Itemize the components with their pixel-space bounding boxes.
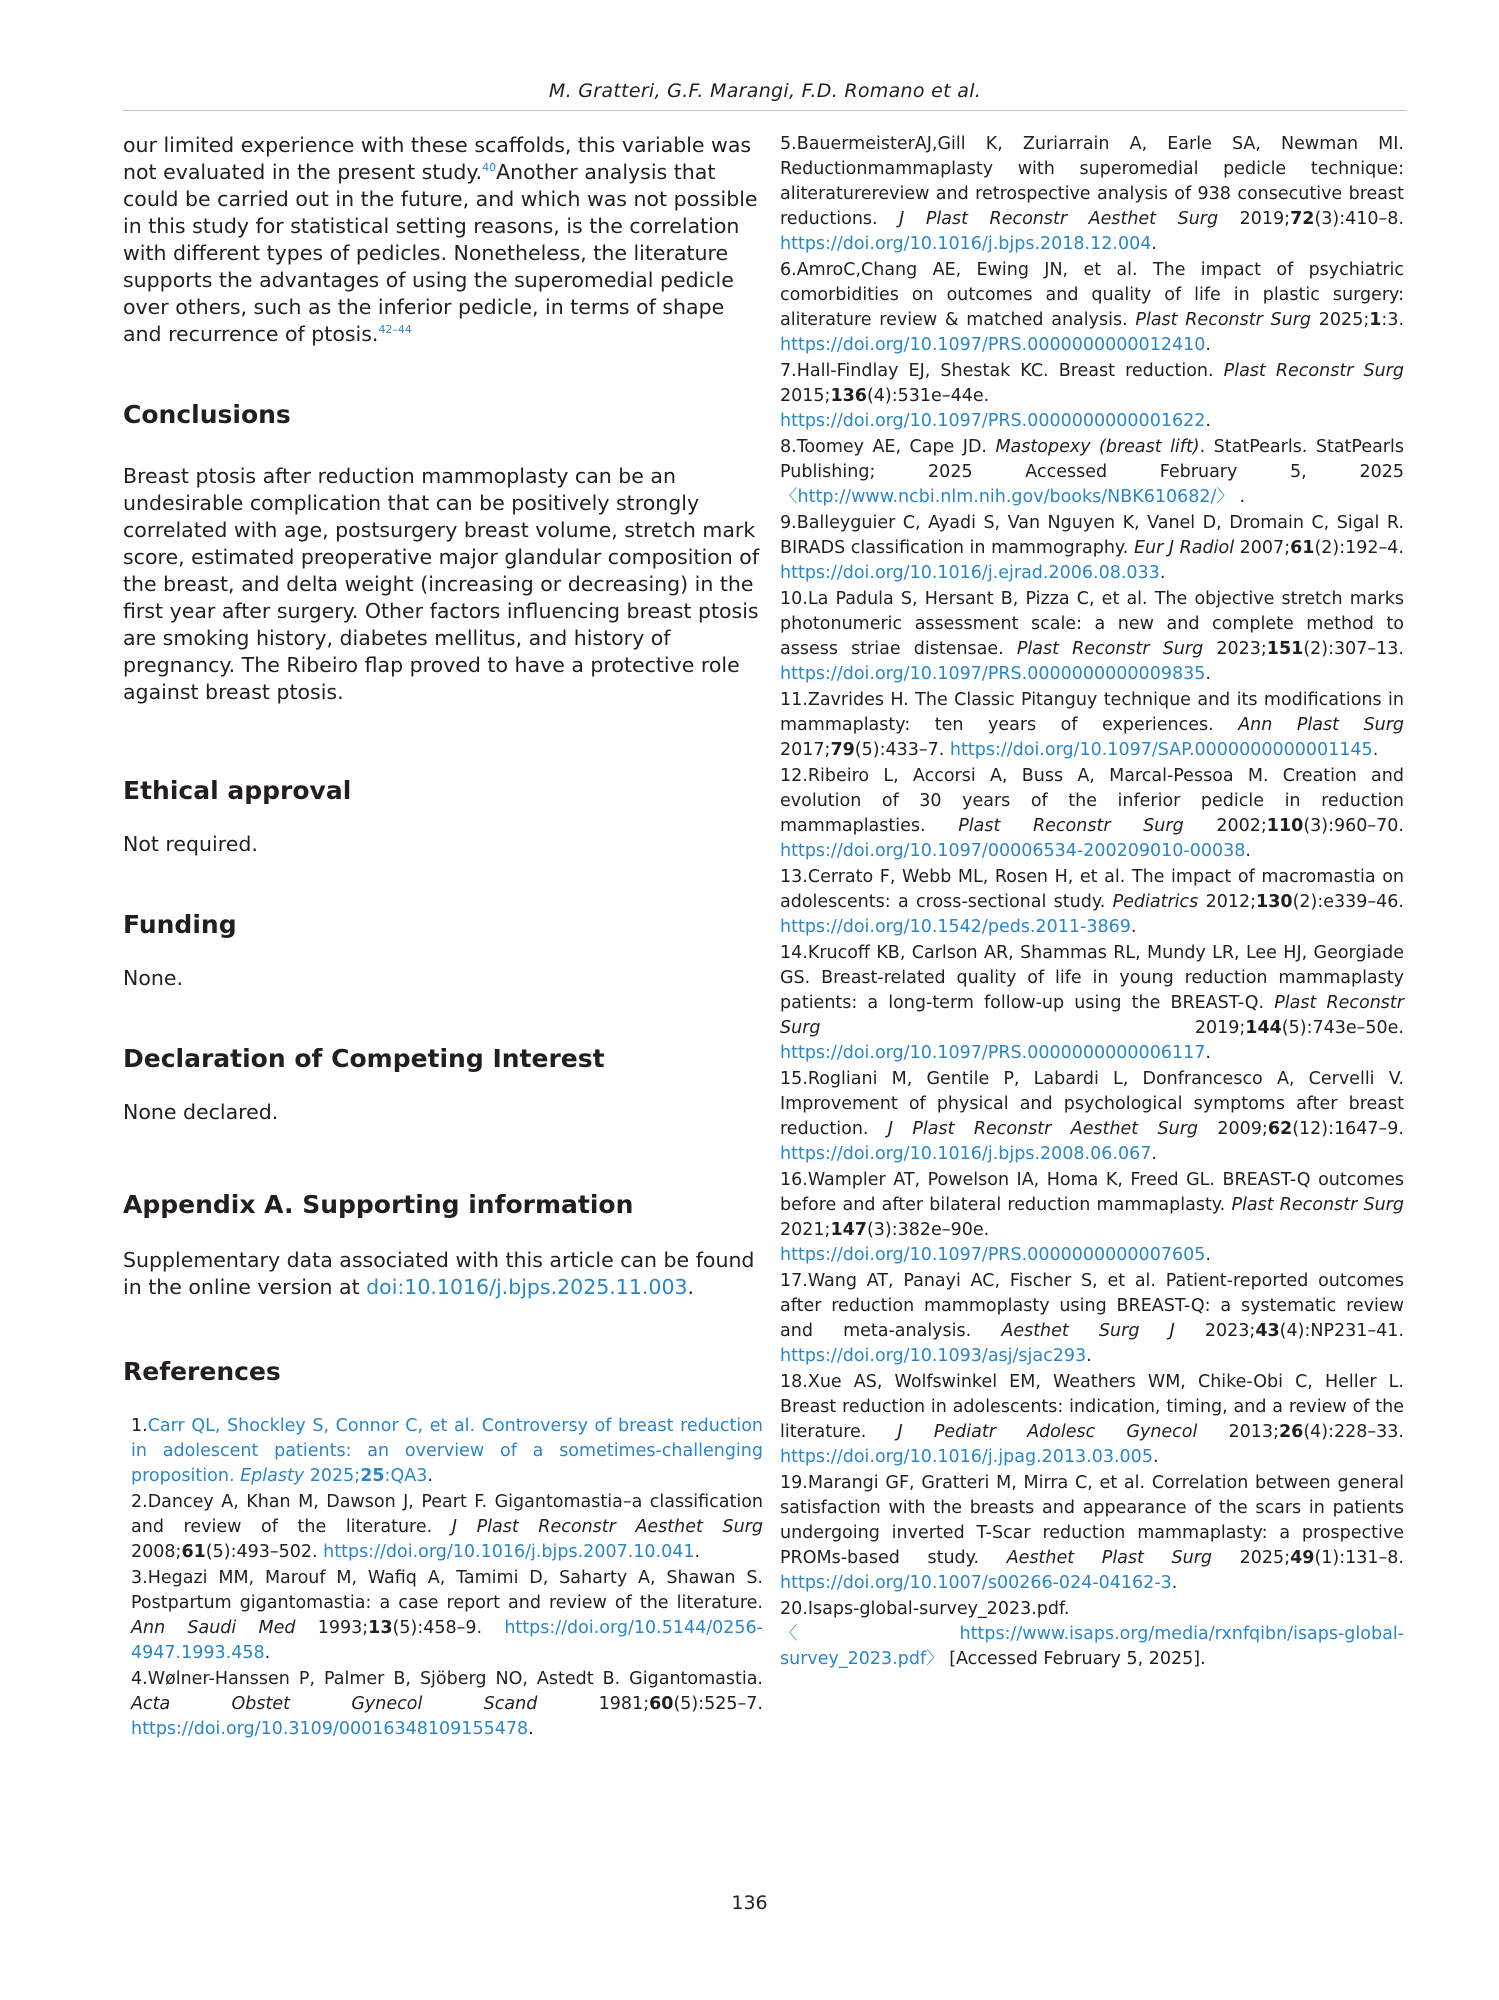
reference-text: Wang AT, Panayi AC, Fischer S, et al. Patient-reported outcomes after reduction mammoplasty using BREAST-Q: a systematic review and meta-analysis. [780,1271,1404,1341]
reference-doi-link[interactable]: https://doi.org/10.1016/j.jpag.2013.03.005 [780,1447,1153,1467]
reference-journal: Eur J Radiol [1133,538,1235,558]
reference-year: . StatPearls. StatPearls Publishing; 2025 Accessed February 5, 2025 [780,437,1404,482]
reference-item [780,941,1404,1066]
reference-journal: Aesthet Surg J [1001,1321,1175,1341]
reference-number: 14. [780,943,808,963]
reference-journal: Ann Saudi Med [131,1618,296,1638]
reference-end: . [1151,234,1157,254]
reference-doi-link[interactable]: https://doi.org/10.1016/j.bjps.2018.12.004 [780,234,1152,254]
reference-number: 17. [780,1271,808,1291]
reference-number: 18. [780,1372,808,1392]
reference-number: 2. [131,1492,148,1512]
reference-volume: 72 [1290,209,1315,229]
reference-volume: 61 [181,1542,206,1562]
reference-end: . [1171,1573,1178,1593]
reference-list-left [123,1414,763,1742]
reference-pages: (5):743e–50e. [1281,1018,1404,1038]
reference-number: 6. [780,260,797,280]
reference-year: 2017; [780,740,831,760]
reference-end: . [1130,917,1137,937]
reference-doi-link[interactable]: https://doi.org/10.1097/PRS.0000000000012410 [780,335,1206,355]
reference-doi-link[interactable]: https://doi.org/10.1542/peds.2011-3869 [780,917,1131,937]
reference-end: . [1086,1346,1092,1366]
reference-year: 2021; [780,1220,831,1240]
reference-volume: 1 [1369,310,1382,330]
reference-pages: (2):192–4. [1314,538,1404,558]
reference-end: . [1205,335,1211,355]
reference-volume: 136 [830,386,867,406]
reference-number: 5. [780,134,797,154]
reference-volume: 49 [1290,1548,1315,1568]
appendix-sentence: Supplementary data associated with this article can be found in the online version at [123,1248,755,1299]
reference-journal: Plast Reconstr Surg [1223,361,1404,381]
reference-doi-link[interactable]: https://doi.org/10.1097/PRS.0000000000006117 [780,1043,1206,1063]
reference-year[interactable]: 2025; [304,1466,361,1486]
reference-volume: 62 [1267,1119,1293,1139]
reference-pages: :3. [1381,310,1405,330]
reference-journal: Ann Plast Surg [1238,715,1404,735]
reference-number: 15. [780,1069,808,1089]
reference-number: 3. [131,1568,148,1588]
reference-year: 2008; [131,1542,182,1562]
funding-heading: Funding [123,910,237,939]
reference-text: Ribeiro L, Accorsi A, Buss A, Marcal-Pessoa M. Creation and evolution of 30 years of the inferior pedicle in reduction mammaplasties. [780,766,1404,836]
reference-item [780,132,1404,257]
reference-pages: (5):433–7. [854,740,950,760]
reference-pages: (2):e339–46. [1292,892,1404,912]
reference-journal: Acta Obstet Gynecol Scand [131,1694,538,1714]
reference-end: . [1205,664,1211,684]
conclusions-text: Breast ptosis after reduction mammoplasty can be an undesirable complication that can be positively strongly correlated with age, postsurgery breast volume, stretch mark score, estimated preoperative major glandular composition of the breast, and delta weight (increasing or decreasing) in the first year after surgery. Other factors influencing breast ptosis are smoking history, diabetes mellitus, and history of pregnancy. The Ribeiro flap proved to have a protective role against breast ptosis. [123,464,760,704]
reference-pages: (4):531e–44e. [866,386,990,406]
reference-pages: (5):493–502. [205,1542,324,1562]
reference-pages: (2):307–13. [1303,639,1404,659]
reference-volume: 13 [368,1618,393,1638]
reference-end: . [1372,740,1379,760]
reference-item [780,1597,1404,1672]
reference-text: Hegazi MM, Marouf M, Wafiq A, Tamimi D, Saharty A, Shawan S. Postpartum gigantomastia: a case report and review of the literature. [131,1568,763,1613]
reference-journal: Plast Reconstr Surg [780,993,1404,1038]
reference-volume: 79 [830,740,855,760]
reference-volume: 144 [1245,1018,1282,1038]
reference-text: Cerrato F, Webb ML, Rosen H, et al. The impact of macromastia on adolescents: a cross-sectional study. [780,867,1404,912]
reference-volume: 130 [1256,892,1293,912]
left-column [123,132,763,1743]
reference-end: . [694,1542,701,1562]
reference-volume[interactable]: 25 [360,1466,385,1486]
reference-end: . [1151,1144,1157,1164]
citation-link[interactable]: 42–44 [378,323,412,337]
reference-item [780,688,1404,763]
reference-pages: (12):1647–9. [1292,1119,1404,1139]
reference-volume: 61 [1290,538,1315,558]
reference-volume: 26 [1278,1422,1304,1442]
reference-year: 2023; [1203,639,1267,659]
reference-item [131,1667,763,1742]
reference-end: . [1205,411,1211,431]
reference-end: . [1233,487,1246,507]
reference-doi-link[interactable]: https://doi.org/10.5144/0256-4947.1993.458 [131,1618,763,1663]
citation-link[interactable]: 40 [482,161,497,175]
reference-number: 11. [780,690,808,710]
reference-item [131,1414,763,1489]
reference-number: 12. [780,766,808,786]
reference-number: 7. [780,361,797,381]
reference-end: . [1205,1043,1211,1063]
reference-year: 2007; [1234,538,1291,558]
reference-end: . [1245,841,1251,861]
reference-item [780,1168,1404,1268]
right-column [780,132,1404,1673]
reference-journal: Plast Reconstr Surg [1231,1195,1404,1215]
reference-number: 13. [780,867,808,887]
reference-text: Hall-Findlay EJ, Shestak KC. Breast reduction. [796,361,1224,381]
reference-doi-link[interactable]: 〈http://www.ncbi.nlm.nih.gov/books/NBK610682/〉 [780,487,1234,507]
reference-journal: Mastopexy (breast lift) [995,437,1200,457]
reference-item [780,865,1404,940]
reference-journal: J Pediatr Adolesc Gynecol [897,1422,1198,1442]
reference-item [780,1269,1404,1369]
conclusions-heading: Conclusions [123,400,291,429]
reference-journal: Aesthet Plast Surg [1006,1548,1213,1568]
reference-year: 2019; [1218,209,1291,229]
reference-text: Krucoff KB, Carlson AR, Shammas RL, Mundy LR, Lee HJ, Georgiade GS. Breast-related quality of life in young reduction mammaplasty patients: a long-term follow-up using the BREAST-Q. [780,943,1404,1013]
reference-year: 2025; [1311,310,1370,330]
reference-journal: J Plast Reconstr Aesthet Surg [451,1517,763,1537]
reference-text: BauermeisterAJ,Gill K, Zuriarrain A, Earle SA, Newman MI. Reductionmammaplasty with superomedial pedicle technique: aliteraturereview and retrospective analysis of 938 consecutive breast reductions. [780,134,1404,229]
reference-end: . [1152,1447,1159,1467]
reference-text: AmroC,Chang AE, Ewing JN, et al. The impact of psychiatric comorbidities on outcomes and quality of life in plastic surgery: aliterature review & matched analysis. [780,260,1404,330]
reference-journal: Pediatrics [1112,892,1199,912]
reference-item [780,764,1404,864]
reference-journal[interactable]: Eplasty [240,1466,305,1486]
reference-doi-link[interactable]: https://doi.org/10.1007/s00266-024-04162-3 [780,1573,1172,1593]
reference-text: Marangi GF, Gratteri M, Mirra C, et al. Correlation between general satisfaction with the breasts and appearance of the scars in patients undergoing inverted T-Scar reduction mammaplasty: a prospective PROMs-based study. [780,1473,1404,1568]
page-number: 136 [731,1892,768,1914]
reference-year: 2023; [1174,1321,1256,1341]
reference-year: 2015; [780,386,831,406]
reference-volume: 43 [1255,1321,1280,1341]
reference-pages: (4):NP231–41. [1279,1321,1404,1341]
reference-text: Dancey A, Khan M, Dawson J, Peart F. Gigantomastia–a classification and review of the literature. [131,1492,763,1537]
reference-doi-link[interactable]: https://doi.org/10.1093/asj/sjac293 [780,1346,1087,1366]
reference-volume: 147 [830,1220,867,1240]
reference-journal: Plast Reconstr Surg [1135,310,1312,330]
reference-end: . [427,1466,433,1486]
reference-text: Balleyguier C, Ayadi S, Van Nguyen K, Vanel D, Dromain C, Sigal R. BIRADS classification in mammography. [780,513,1404,558]
reference-doi-link[interactable]: https://doi.org/10.1097/00006534-200209010-00038 [780,841,1246,861]
reference-pages: (3):410–8. [1314,209,1404,229]
reference-pages: (3):960–70. [1303,816,1404,836]
reference-end: . [1205,1245,1211,1265]
reference-volume: 110 [1266,816,1304,836]
reference-number: 9. [780,513,797,533]
reference-number: 20. [780,1599,808,1619]
reference-item [780,258,1404,358]
reference-doi-link[interactable]: https://doi.org/10.1097/PRS.0000000000009835 [780,664,1206,684]
reference-doi-link[interactable]: https://doi.org/10.3109/00016348109155478 [131,1719,529,1739]
reference-item [780,1471,1404,1596]
reference-year: 2025; [1212,1548,1291,1568]
reference-text: Toomey AE, Cape JD. [796,437,996,457]
reference-item [780,359,1404,434]
reference-year: 1981; [537,1694,650,1714]
reference-doi-link[interactable]: https://doi.org/10.1097/PRS.0000000000007605 [780,1245,1206,1265]
reference-item [780,435,1404,510]
reference-text: Isaps-global-survey_2023.pdf. [807,1599,1070,1619]
reference-text: Wampler AT, Powelson IA, Homa K, Freed GL. BREAST-Q outcomes before and after bilateral reduction mammaplasty. [780,1170,1404,1215]
reference-text: Rogliani M, Gentile P, Labardi L, Donfrancesco A, Cervelli V. Improvement of physical and psychological symptoms after breast reduction. [780,1069,1404,1139]
ethical-heading: Ethical approval [123,776,352,805]
reference-item [131,1566,763,1666]
appendix-heading: Appendix A. Supporting information [123,1190,634,1219]
reference-pages: (5):525–7. [673,1694,763,1714]
appendix-end: . [687,1275,695,1299]
reference-number: 10. [780,589,808,609]
reference-text: Xue AS, Wolfswinkel EM, Weathers WM, Chike-Obi C, Heller L. Breast reduction in adolescents: indication, timing, and a review of the literature. [780,1372,1404,1442]
reference-journal: J Plast Reconstr Aesthet Surg [899,209,1219,229]
appendix-doi-link[interactable]: doi:10.1016/j.bjps.2025.11.003 [366,1275,688,1299]
reference-pages: (3):382e–90e. [866,1220,990,1240]
reference-year: 2019; [820,1018,1246,1038]
appendix-text [123,1247,763,1301]
reference-number: 16. [780,1170,808,1190]
reference-doi-link[interactable]: https://doi.org/10.1016/j.bjps.2007.10.041 [323,1542,695,1562]
reference-item [780,511,1404,586]
reference-number: 4. [131,1669,148,1689]
competing-interest-heading: Declaration of Competing Interest [123,1044,605,1073]
header-divider [123,110,1407,111]
discussion-paragraph [123,132,763,348]
ethical-text: Not required. [123,832,258,856]
reference-pages: (5):458–9. [392,1618,505,1638]
reference-year: 2002; [1183,816,1267,836]
reference-year: 2013; [1197,1422,1279,1442]
reference-text: La Padula S, Hersant B, Pizza C, et al. The objective stretch marks photonumeric assessment scale: a new and complete method to assess striae distensae. [780,589,1404,659]
reference-list-right [780,132,1404,1672]
competing-interest-text: None declared. [123,1100,279,1124]
funding-text: None. [123,966,183,990]
discussion-text-a: our limited experience with these scaffolds, this variable was not evaluated in the present study. [123,133,752,184]
reference-number: 1. [131,1416,148,1436]
references-heading: References [123,1357,281,1386]
reference-year: 2009; [1198,1119,1268,1139]
reference-doi-link[interactable]: https://doi.org/10.1016/j.bjps.2008.06.067 [780,1144,1152,1164]
reference-pages: (4):228–33. [1303,1422,1404,1442]
reference-volume: 60 [649,1694,674,1714]
reference-journal: J Plast Reconstr Aesthet Surg [887,1119,1199,1139]
reference-end: . [264,1643,271,1663]
reference-journal: Plast Reconstr Surg [958,816,1184,836]
reference-number: 8. [780,437,797,457]
discussion-text-b: Another analysis that could be carried out in the future, and which was not possible in this study for statistical setting reasons, is the correlation with different types of pedicles. Nonetheless, the literature supports the advantages of using the superomedial pedicle over others, such as the inferior pedicle, in terms of shape and recurrence of ptosis. [123,160,758,346]
reference-volume: 151 [1266,639,1304,659]
reference-doi-link[interactable]: https://doi.org/10.1097/SAP.0000000000001145 [949,740,1373,760]
reference-end: . [1159,563,1166,583]
reference-item [131,1490,763,1565]
reference-doi-link[interactable]: https://doi.org/10.1016/j.ejrad.2006.08.033 [780,563,1160,583]
reference-end: . [528,1719,534,1739]
reference-text: Zavrides H. The Classic Pitanguy technique and its modifications in mammaplasty: ten years of experiences. [780,690,1404,735]
reference-item [780,587,1404,687]
reference-pages: (1):131–8. [1314,1548,1404,1568]
reference-end: [Accessed February 5, 2025]. [943,1649,1206,1669]
reference-item [780,1370,1404,1470]
reference-year: 1993; [295,1618,369,1638]
reference-doi-link[interactable]: https://doi.org/10.1097/PRS.0000000000001622 [780,411,1206,431]
reference-pages[interactable]: :QA3 [384,1466,428,1486]
reference-item [780,1067,1404,1167]
reference-year: 2012; [1198,892,1257,912]
reference-journal: Plast Reconstr Surg [1016,639,1204,659]
running-title: M. Gratteri, G.F. Marangi, F.D. Romano et al. [548,80,982,102]
reference-title-link[interactable]: Carr QL, Shockley S, Connor C, et al. Controversy of breast reduction in adolescent patients: an overview of a sometimes-challenging proposition. [131,1416,763,1486]
reference-text: Wølner-Hanssen P, Palmer B, Sjöberg NO, Astedt B. Gigantomastia. [147,1669,763,1689]
reference-doi-link[interactable]: 〈https://www.isaps.org/media/rxnfqibn/isaps-global-survey_2023.pdf〉 [780,1624,1404,1669]
reference-number: 19. [780,1473,808,1493]
